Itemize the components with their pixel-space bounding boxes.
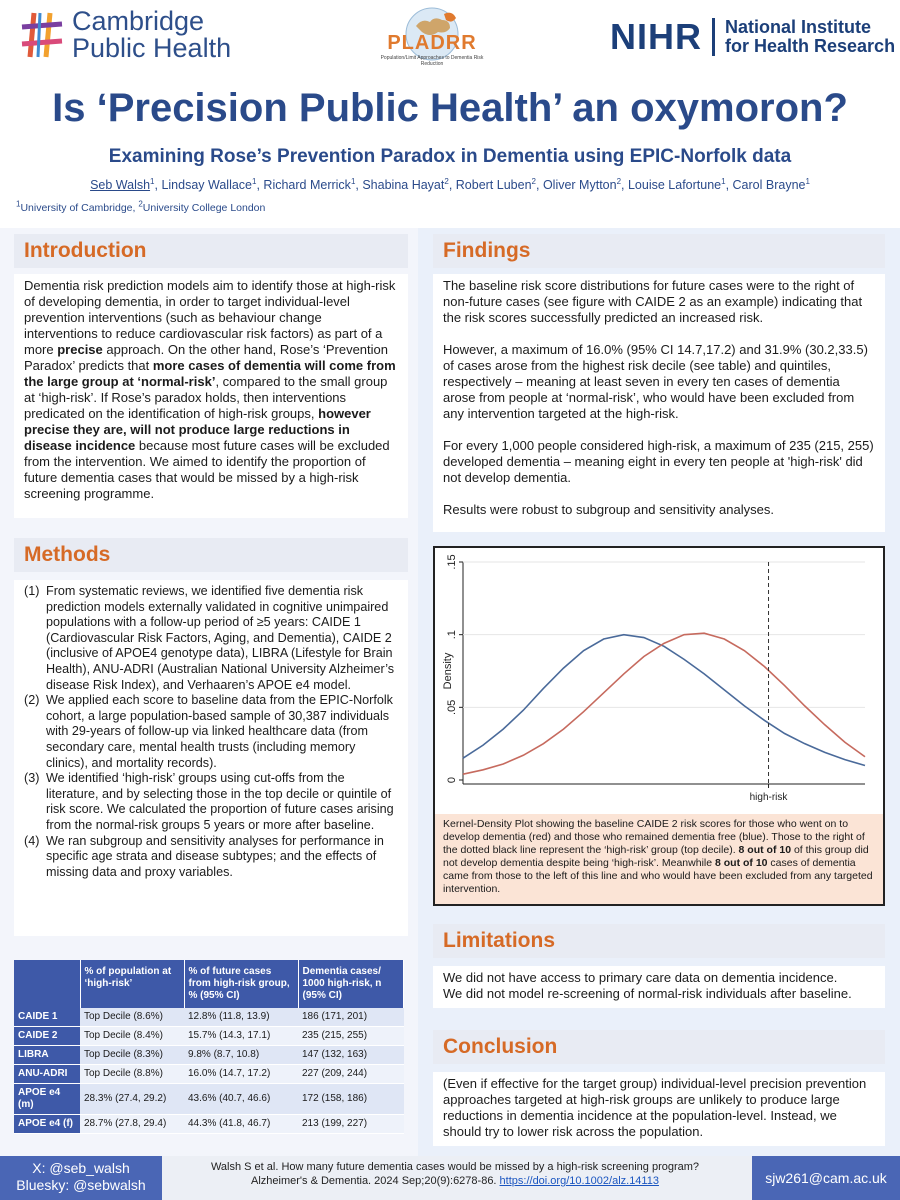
cambridge-public-health-logo: [20, 8, 231, 62]
footer: [0, 1156, 900, 1200]
conclusion-body: [433, 1072, 885, 1146]
limitations-body: [433, 966, 885, 1008]
citation-line-2: Alzheimer's & Dementia. 2024 Sep;20(9):6278-86.: [251, 1175, 500, 1187]
affiliation-number-1: 1: [16, 199, 21, 209]
nihr-logo: [610, 16, 895, 58]
social-handles: [0, 1156, 162, 1200]
methods-heading: Methods: [14, 538, 408, 572]
list-item: (4) We ran subgroup and sensitivity analyses for performance in specific age strata and disease subtypes; and the effects of missing data and proxy variables.: [24, 833, 384, 879]
table-cell: 16.0% (14.7, 17.2): [184, 1065, 298, 1084]
poster-subtitle: Examining Rose’s Prevention Paradox in Dementia using EPIC-Norfolk data: [108, 146, 792, 167]
author-name: Louise Lafortune: [627, 178, 722, 192]
table-row: [14, 1115, 404, 1134]
limitations-line-1: We did not have access to primary care data on dementia incidence.: [443, 970, 838, 985]
findings-heading: Findings: [433, 234, 885, 268]
author-name: Oliver Mytton: [542, 178, 617, 192]
table-row: [14, 1084, 404, 1115]
table-cell: CAIDE 2: [14, 1027, 80, 1046]
findings-paragraph-1: The baseline risk score distributions for future cases were to the right of non-future cases (see figure with CAIDE 2 as an example) indicating that the risk scores successfully predicted an increased risk.: [443, 278, 863, 325]
limitations-line-2: We did not model re-screening of normal-risk individuals after baseline.: [443, 986, 852, 1001]
author-affiliation-number: 1: [805, 176, 810, 186]
nihr-acronym: NIHR: [610, 16, 702, 57]
table-cell: 28.7% (27.8, 29.4): [80, 1115, 184, 1134]
introduction-heading: Introduction: [14, 234, 408, 268]
methods-body: [14, 580, 408, 936]
table-cell: Top Decile (8.6%): [80, 1008, 184, 1027]
density-line: [463, 633, 865, 774]
affiliation-1: University of Cambridge,: [20, 202, 139, 214]
conclusion-paragraph: (Even if effective for the target group) individual-level precision prevention approaches targeted at high-risk groups are unlikely to produce large reductions in dementia incidence at the population-level. Instead, we should try to lower risk across the population.: [443, 1076, 867, 1139]
nihr-name-line-2: for Health Research: [725, 36, 896, 56]
poster-title: Is ‘Precision Public Health’ an oxymoron?: [52, 86, 848, 130]
table-row: [14, 1046, 404, 1065]
table-cell: APOE e4 (m): [14, 1084, 80, 1115]
author-name: Robert Luben: [455, 178, 532, 192]
affiliations: [16, 199, 266, 214]
affiliation-number-2: 2: [138, 199, 143, 209]
table-cell: 12.8% (11.8, 13.9): [184, 1008, 298, 1027]
x-handle[interactable]: X: @seb_walsh: [32, 1160, 130, 1176]
limitations-heading: Limitations: [433, 924, 885, 958]
author-name: Shabina Hayat: [362, 178, 445, 192]
table-cell: Top Decile (8.8%): [80, 1065, 184, 1084]
table-row: [14, 1008, 404, 1027]
author-name: Lindsay Wallace: [161, 178, 253, 192]
table-header-cell: % of future cases from high-risk group, % (95% CI): [184, 960, 298, 1008]
hash-grid-icon: [20, 11, 64, 59]
author-affiliation-number: 2: [444, 176, 449, 186]
table-header-cell: [14, 960, 80, 1008]
x-tick-label: high-risk: [749, 792, 788, 803]
findings-body: [433, 274, 885, 532]
table-cell: APOE e4 (f): [14, 1115, 80, 1134]
list-item: (1) From systematic reviews, we identified five dementia risk prediction models externally validated in cognitive unimpaired populations with a follow-up period of ≥5 years: CAIDE 1 (Cardiovascular Risk Factors, Aging, and Dementia), CAIDE 2 (inclusive of APOE4 genotype data), LIBRA (Lifestyle for Brain Health), ANU-ADRI (Australian National University Alzheimer’s disease Risk Index), and Verhaaren’s APOE e4 model.: [24, 584, 395, 692]
y-tick-label: .05: [446, 699, 458, 715]
citation: [170, 1160, 740, 1188]
author-affiliation-number: 1: [150, 176, 155, 186]
bluesky-handle[interactable]: Bluesky: @sebwalsh: [16, 1177, 146, 1193]
author-affiliation-number: 1: [721, 176, 726, 186]
table-cell: 9.8% (8.7, 10.8): [184, 1046, 298, 1065]
pladrr-name: PLADRR: [387, 32, 477, 54]
author-name: Richard Merrick: [263, 178, 351, 192]
contact-email[interactable]: sjw261@cam.ac.uk: [752, 1156, 900, 1200]
table-cell: Top Decile (8.4%): [80, 1027, 184, 1046]
author-list: Seb Walsh$^1$, Lindsay Wallace$^1$, Richard Merrick$^1$, Shabina Hayat$^2$, Robert Luben$^2$, Oliver Mytton$^2$, Louise Lafortune$^1$, Carol Brayne$^1$: [90, 176, 810, 192]
author-name: Carol Brayne: [732, 178, 806, 192]
table-cell: 15.7% (14.3, 17.1): [184, 1027, 298, 1046]
table-row: [14, 1065, 404, 1084]
pladrr-logo: [372, 6, 492, 70]
table-cell: ANU-ADRI: [14, 1065, 80, 1084]
introduction-body: Dementia risk prediction models aim to identify those at high-risk of developing dementia, in order to target individual-level prevention interventions (such as behaviour change interventions to reduce cardiovascular risk factors) as part of a more precise approach. On the other hand, Rose’s ‘Prevention Paradox’ predicts that more cases of dementia will come from the large group at ‘normal-risk’, compared to the small group at ‘high-risk’. If Rose’s paradox holds, then interventions predicated on the identification of high-risk groups, however precise they are, will not produce large reductions in disease incidence because most future cases will be excluded from the intervention. We aimed to identify the proportion of future dementia cases that would be missed by a high-risk screening programme.: [14, 274, 408, 518]
author-name: Seb Walsh: [90, 178, 151, 192]
y-tick-label: .15: [446, 554, 458, 570]
conclusion-heading: Conclusion: [433, 1030, 885, 1064]
table-cell: 28.3% (27.4, 29.2): [80, 1084, 184, 1115]
table-cell: 213 (199, 227): [298, 1115, 404, 1134]
table-cell: LIBRA: [14, 1046, 80, 1065]
findings-paragraph-4: Results were robust to subgroup and sensitivity analyses.: [443, 502, 774, 517]
logo-line-1: Cambridge: [72, 6, 205, 36]
nihr-name-line-1: National Institute: [725, 17, 872, 37]
density-plot: [435, 548, 883, 814]
table-cell: Top Decile (8.3%): [80, 1046, 184, 1065]
table-cell: CAIDE 1: [14, 1008, 80, 1027]
density-line: [463, 635, 865, 766]
affiliation-2: University College London: [142, 202, 266, 214]
results-table: [14, 960, 404, 1134]
y-tick-label: 0: [446, 776, 458, 784]
header: [0, 0, 900, 80]
table-cell: 172 (158, 186): [298, 1084, 404, 1115]
figure-caption: Kernel-Density Plot showing the baseline CAIDE 2 risk scores for those who went on to develop dementia (red) and those who remained dementia free (blue). Those to the right of the dotted black line represent the ‘high-risk’ group (top decile). 8 out of 10 of this group did not develop dementia despite being ‘high-risk’. Meanwhile 8 out of 10 cases of dementia came from those to the left of this line and who would have been excluded from any targeted intervention.: [433, 814, 885, 906]
table-header-cell: Dementia cases/ 1000 high-risk, n (95% CI): [298, 960, 404, 1008]
table-row: [14, 1027, 404, 1046]
nihr-divider: [712, 18, 715, 56]
table-cell: 43.6% (40.7, 46.6): [184, 1084, 298, 1115]
findings-paragraph-3: For every 1,000 people considered high-risk, a maximum of 235 (215, 255) developed dementia – meaning eight in every ten people at 'high-risk' did not develop dementia.: [443, 438, 874, 485]
table-header-cell: % of population at ‘high-risk’: [80, 960, 184, 1008]
list-item: (2) We applied each score to baseline data from the EPIC-Norfolk cohort, a large population-based sample of 30,387 individuals with 29-years of follow-up via linked healthcare data (from secondary care, mental health trusts (including memory clinics), and mortality records).: [24, 693, 393, 770]
author-affiliation-number: 2: [531, 176, 536, 186]
author-affiliation-number: 1: [252, 176, 257, 186]
doi-link[interactable]: https://doi.org/10.1002/alz.14113: [499, 1175, 659, 1187]
author-affiliation-number: 2: [616, 176, 622, 186]
logo-line-2: Public Health: [72, 33, 232, 63]
pladrr-subtitle: Population/Limit Approaches to Dementia Risk Reduction: [380, 55, 484, 67]
table-cell: 227 (209, 244): [298, 1065, 404, 1084]
list-item: (3) We identified ‘high-risk’ groups using cut-offs from the literature, and by selecting those in the top decile or quintile of risk score. We calculated the proportion of future cases arising from the normal-risk groups 5 years or more after baseline.: [24, 771, 394, 832]
author-affiliation-number: 1: [350, 176, 356, 186]
table-cell: 44.3% (41.8, 46.7): [184, 1115, 298, 1134]
table-header-row: [14, 960, 404, 1008]
citation-line-1: Walsh S et al. How many future dementia cases would be missed by a high-risk screening program?: [210, 1161, 700, 1173]
table-cell: 235 (215, 255): [298, 1027, 404, 1046]
table-cell: 147 (132, 163): [298, 1046, 404, 1065]
methods-list: [24, 584, 398, 880]
y-tick-label: .1: [446, 630, 458, 640]
table-cell: 186 (171, 201): [298, 1008, 404, 1027]
y-axis-label: Density: [442, 652, 454, 690]
findings-paragraph-2: However, a maximum of 16.0% (95% CI 14.7,17.2) and 31.9% (30.2,33.5) of cases arose from the highest risk decile (see table) and quintiles, respectively – meaning at least seven in every ten cases of dementia arose from people at ‘normal-risk’, who would have been excluded from any intervention targeted at the high-risk.: [443, 342, 868, 421]
